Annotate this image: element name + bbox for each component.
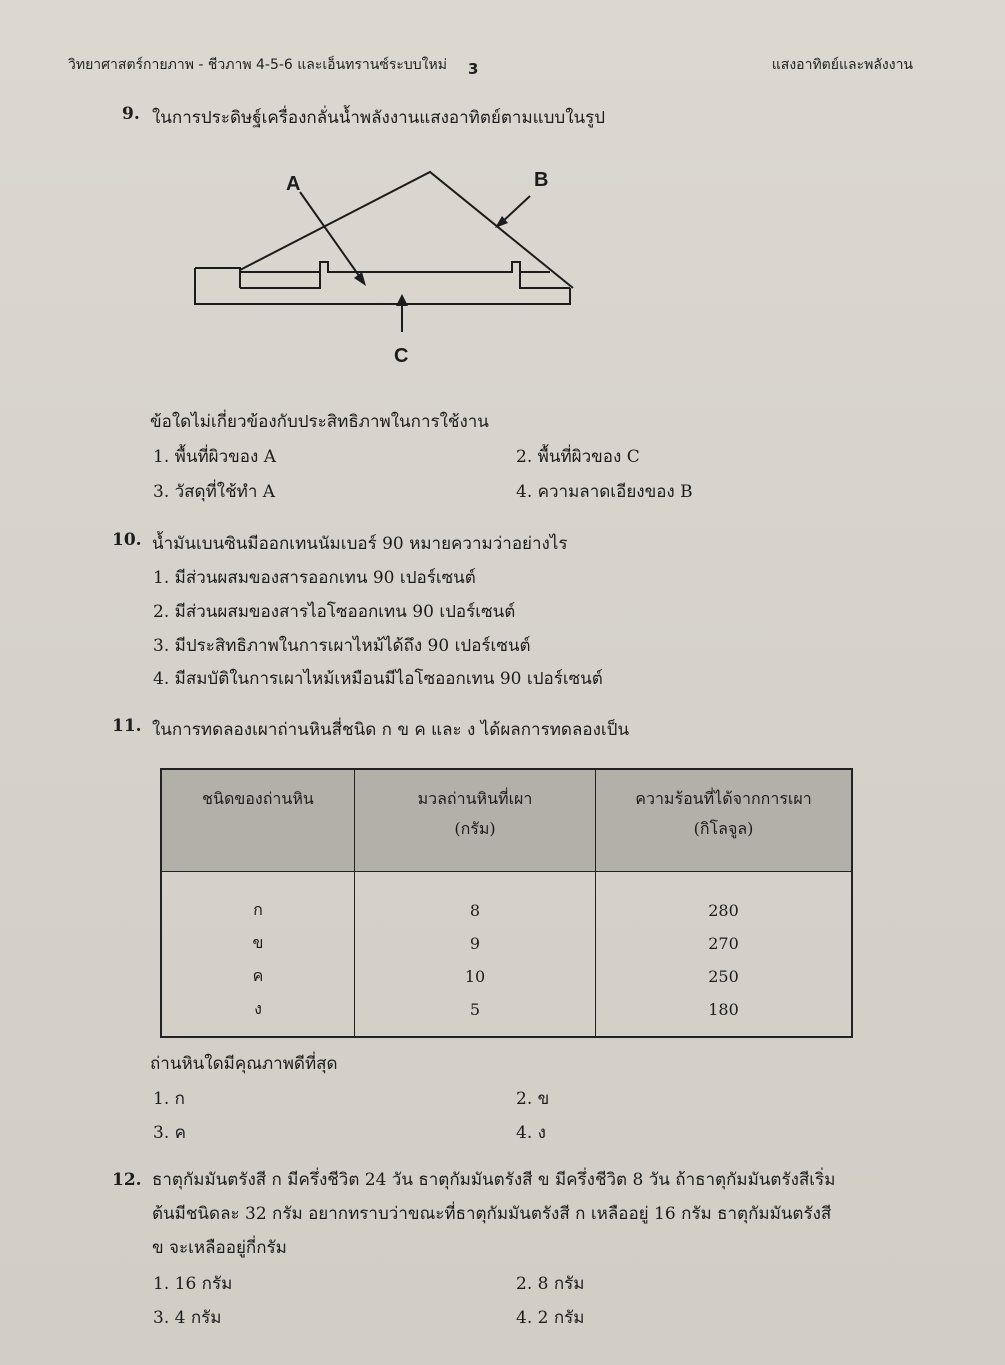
table-row: ข 9 270 <box>161 927 852 960</box>
q9-option-3: 3. วัสดุที่ใช้ทำ A <box>153 482 276 502</box>
q12-number: 12. <box>112 1170 142 1190</box>
q11-text: ในการทดลองเผาถ่านหินสี่ชนิด ก ข ค และ ง ได้ผลการทดลองเป็น <box>152 720 630 740</box>
q9-option-1: 1. พื้นที่ผิวของ A <box>153 447 276 467</box>
q12-option-3: 3. 4 กรัม <box>153 1308 222 1328</box>
q11-option-4: 4. ง <box>516 1123 546 1143</box>
q9-prompt: ข้อใดไม่เกี่ยวข้องกับประสิทธิภาพในการใช้งาน <box>150 412 489 432</box>
label-a: A <box>286 173 301 195</box>
q12-text: ธาตุกัมมันตรังสี ก มีครึ่งชีวิต 24 วัน ธาตุกัมมันตรังสี ข มีครึ่งชีวิต 8 วัน ถ้าธาตุกัมมันตรังสีเริ่ม ต้นมีชนิดละ 32 กรัม อยากทราบว่าขณะที่ธาตุกัมมันตรังสี ก เหลืออยู่ 16 กรัม ธาตุกัมมันตรังสี ข จะเหลืออยู่กี่กรัม <box>152 1170 836 1258</box>
q11-number: 11. <box>112 716 142 736</box>
header-coal-type: ชนิดของถ่านหิน <box>161 769 355 872</box>
basin-outline <box>240 262 570 288</box>
header-chapter: แสงอาทิตย์และพลังงาน <box>771 57 913 73</box>
label-c: C <box>394 345 409 367</box>
q10-text: น้ำมันเบนซินมีออกเทนนัมเบอร์ 90 หมายความว่าอย่างไร <box>152 534 568 554</box>
q11-option-3: 3. ค <box>153 1123 186 1143</box>
header-heat: ความร้อนที่ได้จากการเผา (กิโลจูล) <box>596 769 853 872</box>
q11-option-2: 2. ข <box>516 1089 550 1109</box>
header-subject: วิทยาศาสตร์กายภาพ - ชีวภาพ 4-5-6 และเอ็นทรานซ์ระบบใหม่ <box>68 57 447 73</box>
header-mass: มวลถ่านหินที่เผา (กรัม) <box>355 769 596 872</box>
still-base <box>195 268 570 304</box>
q11-prompt: ถ่านหินใดมีคุณภาพดีที่สุด <box>150 1054 338 1074</box>
table-row: ก 8 280 <box>161 872 852 928</box>
label-b: B <box>534 169 549 191</box>
q12-option-2: 2. 8 กรัม <box>516 1274 585 1294</box>
q9-option-4: 4. ความลาดเอียงของ B <box>516 482 693 502</box>
q9-option-2: 2. พื้นที่ผิวของ C <box>516 447 640 467</box>
table-row: ง 5 180 <box>161 993 852 1037</box>
solar-still-diagram <box>190 160 590 380</box>
table-row: ค 10 250 <box>161 960 852 993</box>
coal-results-table <box>160 768 853 1038</box>
q10-option-4: 4. มีสมบัติในการเผาไหม้เหมือนมีไอโซออกเทน 90 เปอร์เซนต์ <box>153 669 603 689</box>
q9-text: ในการประดิษฐ์เครื่องกลั่นน้ำพลังงานแสงอาทิตย์ตามแบบในรูป <box>152 108 606 128</box>
page-number: 3 <box>468 60 479 78</box>
q12-option-4: 4. 2 กรัม <box>516 1308 585 1328</box>
q12-option-1: 1. 16 กรัม <box>153 1274 233 1294</box>
table-header-row <box>161 769 852 872</box>
q11-option-1: 1. ก <box>153 1089 185 1109</box>
arrow-a <box>300 192 362 280</box>
q10-option-1: 1. มีส่วนผสมของสารออกเทน 90 เปอร์เซนต์ <box>153 568 476 588</box>
q10-number: 10. <box>112 530 142 550</box>
q10-option-2: 2. มีส่วนผสมของสารไอโซออกเทน 90 เปอร์เซนต์ <box>153 602 516 622</box>
q9-number: 9. <box>122 104 140 124</box>
q10-option-3: 3. มีประสิทธิภาพในการเผาไหม้ได้ถึง 90 เปอร์เซนต์ <box>153 636 531 656</box>
